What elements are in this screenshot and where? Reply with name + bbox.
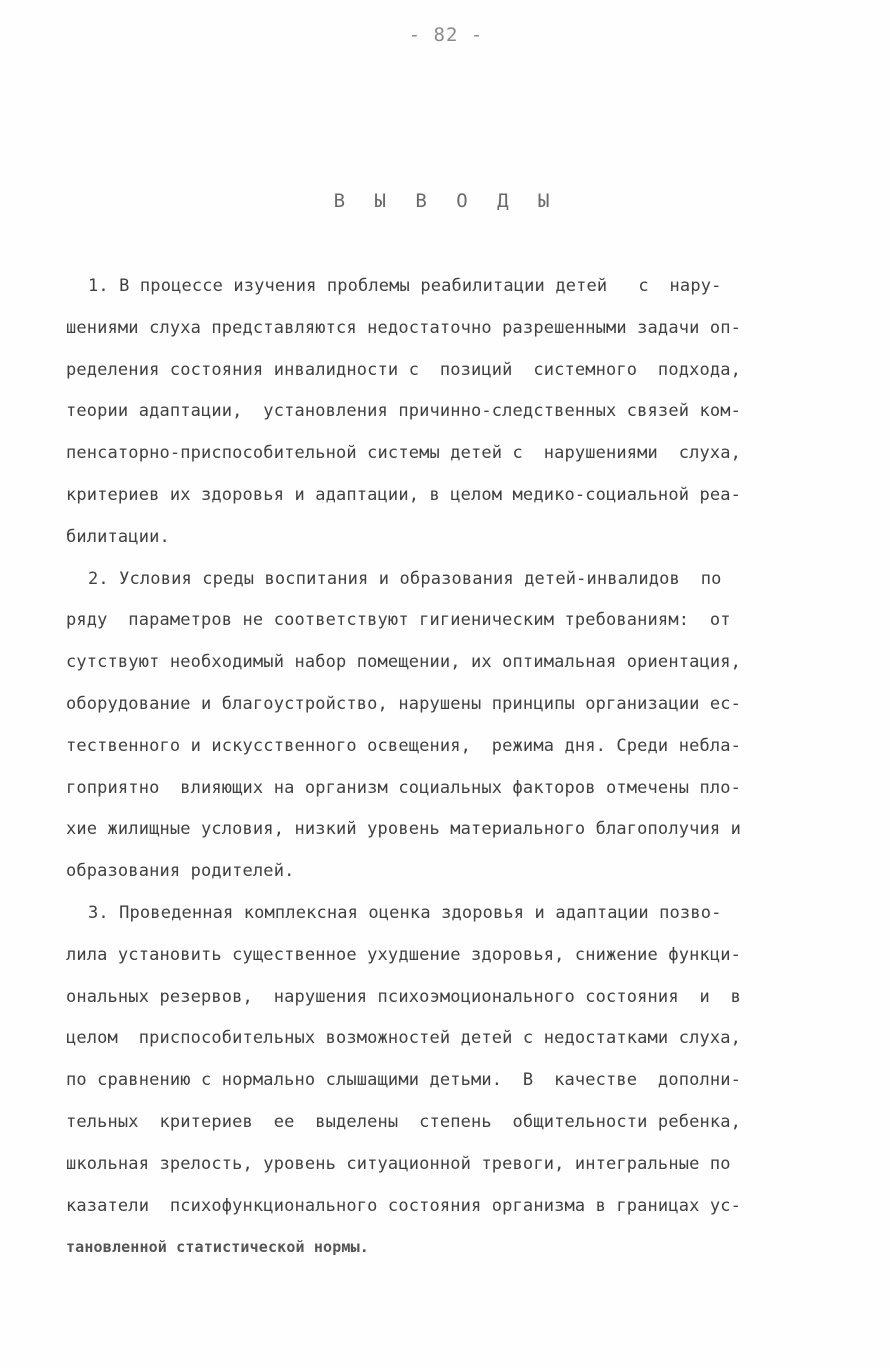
text-line: тановленной статистической нормы.: [66, 1238, 369, 1257]
text-line: по сравнению с нормально слышащими детьми. В качестве дополни-: [66, 1070, 742, 1091]
text-line: шениями слуха представляются недостаточно разрешенными задачи оп-: [66, 317, 742, 338]
text-line: ряду параметров не соответствуют гигиеническим требованиям: от: [66, 610, 731, 631]
text-line: школьная зрелость, уровень ситуационной тревоги, интегральные по: [66, 1153, 731, 1174]
text-line: сутствуют необходимый набор помещении, их оптимальная ориентация,: [66, 652, 742, 673]
text-line: лила установить существенное ухудшение здоровья, снижение функци-: [66, 944, 742, 965]
text-line: тельных критериев ее выделены степень общительности ребенка,: [66, 1111, 742, 1132]
text-line: ональных резервов, нарушения психоэмоционального состояния и в: [66, 986, 742, 1007]
body-text: [66, 266, 856, 1269]
text-line: билитации.: [66, 526, 170, 547]
text-line: гоприятно влияющих на организм социальных факторов отмечены пло-: [66, 777, 742, 798]
section-heading: В Ы В О Д Ы: [333, 190, 559, 212]
text-line: тественного и искусственного освещения, режима дня. Среди небла-: [66, 735, 742, 756]
text-line: пенсаторно-приспособительной системы детей с нарушениями слуха,: [66, 443, 742, 464]
text-line: 3. Проведенная комплексная оценка здоровья и адаптации позво-: [88, 902, 722, 923]
text-line: образования родителей.: [66, 861, 295, 882]
text-line: 1. В процессе изучения проблемы реабилитации детей с нару-: [88, 276, 722, 296]
text-line: 2. Условия среды воспитания и образования детей-инвалидов по: [88, 568, 722, 589]
page-number: - 82 -: [408, 24, 484, 46]
text-line: ределения состояния инвалидности с позиций системного подхода,: [66, 359, 742, 380]
text-line: хие жилищные условия, низкий уровень материального благополучия и: [66, 819, 742, 840]
text-line: теории адаптации, установления причинно-следственных связей ком-: [66, 401, 742, 422]
text-line: критериев их здоровья и адаптации, в целом медико-социальной реа-: [66, 484, 742, 505]
text-line: целом приспособительных возможностей детей с недостатками слуха,: [66, 1028, 742, 1049]
text-line: казатели психофункционального состояния организма в границах ус-: [66, 1195, 742, 1216]
text-line: оборудование и благоустройство, нарушены принципы организации ес-: [66, 693, 742, 714]
